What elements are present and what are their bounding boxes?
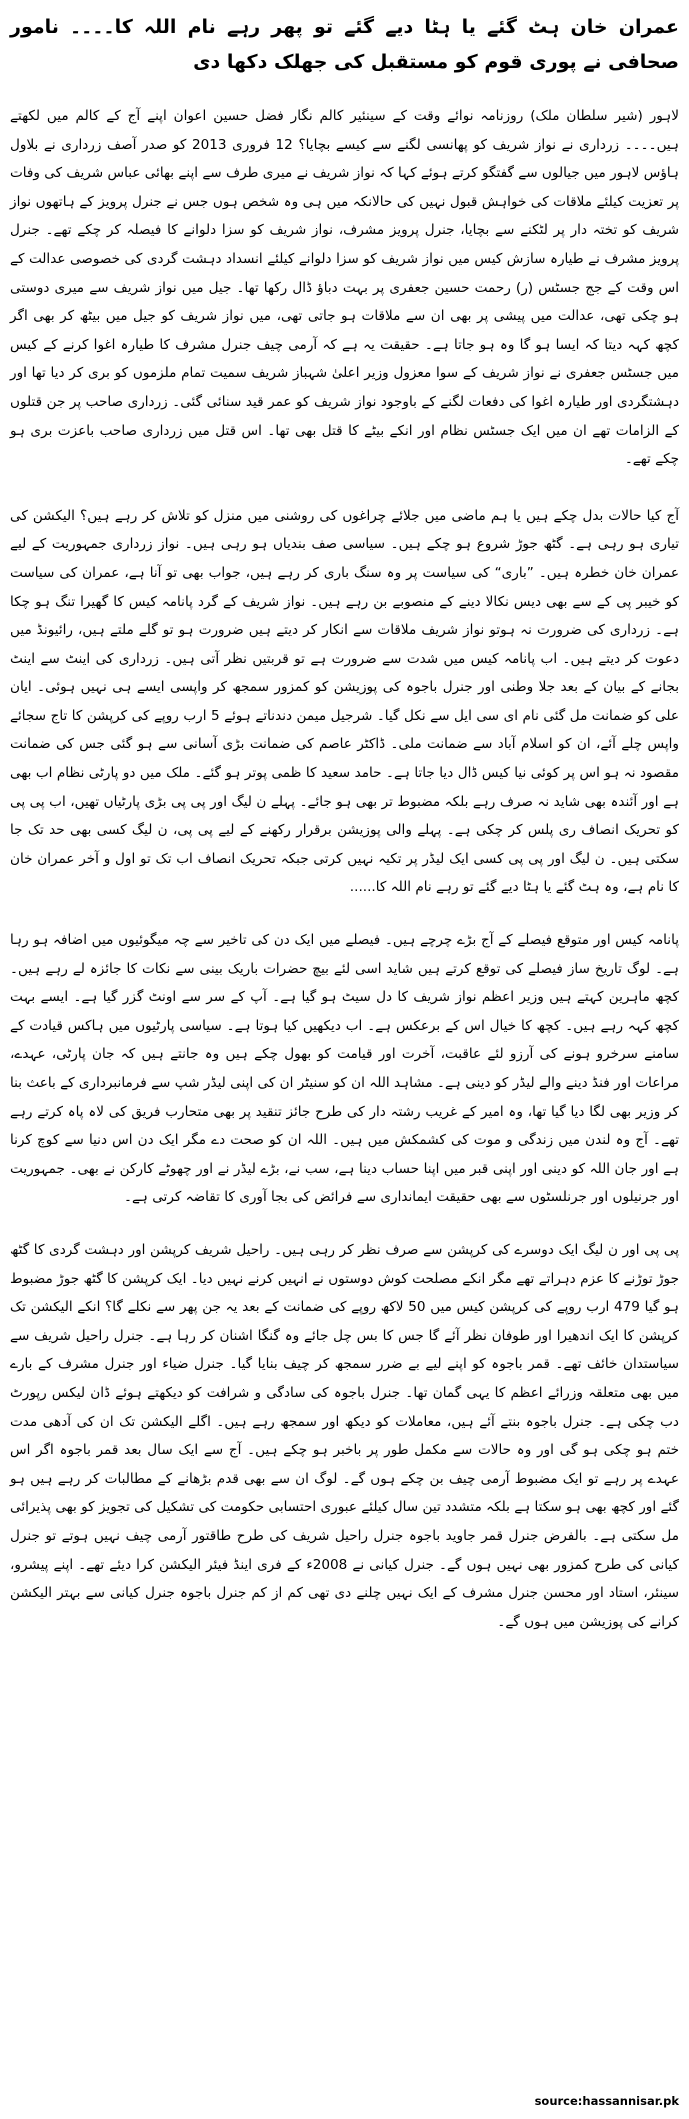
- article-headline: عمران خان ہٹ گئے یا ہٹا دیے گئے تو پھر رہے نام اللہ کا۔۔۔۔ نامور صحافی نے پوری قوم کو مستقبل کی جھلک دکھا دی: [10, 16, 679, 73]
- article-paragraph: آج کیا حالات بدل چکے ہیں یا ہم ماضی میں جلائے چراغوں کی روشنی میں منزل کو تلاش کر رہے ہیں؟ الیکشن کی تیاری ہو رہی ہے۔ گٹھ جوڑ شروع ہو چکے ہیں۔ سیاسی صف بندیاں ہو رہی ہیں۔ نواز زرداری جمہوریت کے لیے عمران خان خطرہ ہیں۔ ”باری“ کی سیاست پر وہ سنگ باری کر رہے ہیں، جواب بھی تو آنا ہے، عمران کی سیاست کو خیبر پی کے سے بھی دیس نکالا دینے کے منصوبے بن رہے ہیں۔ نواز شریف کے گرد پانامہ کیس کا گھیرا تنگ ہو چکا ہے۔ زرداری کی ضرورت نہ ہوتو نواز شریف ملاقات سے انکار کر دیتے ہیں ضرورت ہو تو گلے ملتے ہیں، رائیونڈ میں دعوت کر دیتے ہیں۔ اب پانامہ کیس میں شدت سے ضرورت ہے تو قربتیں نظر آتی ہیں۔ زرداری کی اینٹ سے اینٹ بجانے کے بیان کے بعد جلا وطنی اور جنرل باجوہ کی پوزیشن کو کمزور سمجھ کر واپسی ایسے ہی نہیں ہوئی۔ ایان علی کو ضمانت مل گئی نام ای سی ایل سے نکل گیا۔ شرجیل میمن دندناتے ہوئے 5 ارب روپے کی کرپشن کا تاج سجائے واپس چلے آئے، ان کو اسلام آباد سے ضمانت ملی۔ ڈاکٹر عاصم کی ضمانت بڑی آسانی سے ہو گئی جس کی ضمانت مقصود نہ ہو اس پر کوئی نیا کیس ڈال دیا جاتا ہے۔ حامد سعید کا ظمی پوتر ہو گئے۔ ملک میں دو پارٹی نظام اب بھی ہے اور آئندہ بھی شاید نہ صرف رہے بلکہ مضبوط تر بھی ہو جائے۔ پہلے ن لیگ اور پی پی بڑی پارٹیاں تھیں، اب پی پی کو تحریک انصاف ری پلس کر چکی ہے۔ پہلے والی پوزیشن برقرار رکھنے کے لیے پی پی، ن لیگ کسی بھی حد تک جا سکتی ہیں۔ ن لیگ اور پی پی کسی ایک لیڈر پر تکیہ نہیں کرتی جبکہ تحریک انصاف اب تک تو اول و آخر عمران خان کا نام ہے، وہ ہٹ گئے یا ہٹا دیے گئے تو رہے نام اللہ کا......: [10, 507, 679, 896]
- article-paragraph: لاہور (شیر سلطان ملک) روزنامہ نوائے وقت کے سینئیر کالم نگار فضل حسین اعوان اپنے آج کے کالم میں لکھتے ہیں۔۔۔۔ زرداری نے نواز شریف کو پھانسی لگنے سے کیسے بچایا؟ 12 فروری 2013 کو صدر آصف زرداری نے بلاول ہاؤس لاہور میں جیالوں سے گفتگو کرتے ہوئے کہا کہ نواز شریف نے میری طرف سے اپنے بھائی عباس شریف کی وفات پر تعزیت کیلئے ملاقات کی خواہش قبول نہیں کی حالانکہ میں ہی وہ شخص ہوں جس نے جنرل پرویز کے ہاتھوں نواز شریف کو تختہ دار پر لٹکنے سے بچایا، جنرل پرویز مشرف، نواز شریف کو سزا دلوانے کا فیصلہ کر چکے تھے۔ جنرل پرویز مشرف نے طیارہ سازش کیس میں نواز شریف کو سزا دلوانے کیلئے انسداد دہشت گردی کی خصوصی عدالت کے اس وقت کے جج جسٹس (ر) رحمت حسین جعفری پر بہت دباؤ ڈال رکھا تھا۔ جیل میں نواز شریف سے میری دوستی ہو چکی تھی، عدالت میں پیشی پر بھی ان سے ملاقات ہو جاتی تھی، میں نواز شریف کو جیل میں بیٹھ کر بھی اگر کچھ کہہ دیتا کہ ایسا ہو گا وہ ہو جاتا ہے۔ حقیقت یہ ہے کہ آرمی چیف جنرل مشرف کا طیارہ اغوا کرنے کے کیس میں جسٹس جعفری نے نواز شریف کے سوا معزول وزیر اعلیٰ شہباز شریف سمیت تمام ملزموں کو بری کر دیا تھا اور دہشتگردی اور طیارہ اغوا کی دفعات لگنے کے باوجود نواز شریف کو عمر قید سنائی گئی۔ زرداری صاحب پر جن قتلوں کے الزامات تھے ان میں ایک جسٹس نظام اور انکے بیٹے کا قتل بھی تھا۔ اس قتل میں زرداری صاحب باعزت بری ہو چکے تھے۔: [9, 108, 679, 468]
- article-paragraph: پانامہ کیس اور متوقع فیصلے کے آج بڑے چرچے ہیں۔ فیصلے میں ایک دن کی تاخیر سے چہ میگوئیوں میں اضافہ ہو رہا ہے۔ لوگ تاریخ ساز فیصلے کی توقع کرتے ہیں شاید اسی لئے بیچ حضرات باریک بینی سے نکات کا جائزہ لے رہے ہیں۔ کچھ ماہرین کہتے ہیں وزیر اعظم نواز شریف کا دل سیٹ ہو گیا ہے۔ آپ کے سر سے اونٹ گزر گیا ہے۔ ایسے بہت کچھ کہہ رہے ہیں۔ کچھ کا خیال اس کے برعکس ہے۔ اب دیکھیں کیا ہوتا ہے۔ سیاسی پارٹیوں میں ہاکس قیادت کے سامنے سرخرو ہونے کی آرزو لئے عاقبت، آخرت اور قیامت کو بھول چکے ہیں وہ جانتے ہیں کہ جان پارٹی، عہدے، مراعات اور فنڈ دینے والے لیڈر کو دینی ہے۔ مشاہد اللہ ان کو سنیٹر ان کی اپنی لیڈر شپ سے فرمانبرداری کے باعث بنا کر وزیر بھی لگا دیا گیا تھا، وہ امیر کے غریب رشتہ دار کی طرح جائز تنقید پر بھی متحارب فریق کی لاہ پاہ کرتے رہے تھے۔ آج وہ لندن میں زندگی و موت کی کشمکش میں ہیں۔ اللہ ان کو صحت دے مگر ایک دن اس دنیا سے کوچ کرنا ہے اور جان اللہ کو دینی اور اپنی قبر میں اپنا حساب دینا ہے، سب نے، بڑے لیڈر نے اور چھوٹے کارکن نے بھی۔ جمہوریت اور جرنیلوں اور جرنلسٹوں سے بھی حقیقت ایمانداری سے فرائض کی بجا آوری کا تقاضہ کرتی ہے۔: [10, 932, 679, 1206]
- source-credit: source:hassannisar.pk: [534, 2094, 679, 2108]
- article-paragraph: پی پی اور ن لیگ ایک دوسرے کی کرپشن سے صرف نظر کر رہی ہیں۔ راحیل شریف کرپشن اور دہشت گردی کا گٹھ جوڑ توڑنے کا عزم دہراتے تھے مگر انکے مصلحت کوش دوستوں نے انہیں کرنے نہیں دیا۔ ایک کرپشن کا گٹھ جوڑ مضبوط ہو گیا 479 ارب روپے کی کرپشن کیس میں 50 لاکھ روپے کی ضمانت کے بعد یہ جن پھر سے نکلے گا؟ انکے الیکشن تک کرپشن کا ایک اندھیرا اور طوفان نظر آئے گا جس کا بس چل جائے وہ گنگا اشنان کر رہا ہے۔ جنرل راحیل شریف سے سیاستدان خائف تھے۔ قمر باجوہ کو اپنے لیے بے ضرر سمجھ کر چیف بنایا گیا۔ جنرل ضیاء اور جنرل مشرف کے بارے میں بھی متعلقہ وزرائے اعظم کا یہی گمان تھا۔ جنرل باجوہ کی سادگی و شرافت کو دیکھتے ہوئے ڈان لیکس رپورٹ دب چکی ہے۔ جنرل باجوہ بنتے آئے ہیں، معاملات کو دیکھ اور سمجھ رہے ہیں۔ اگلے الیکشن تک ان کی آدھی مدت ختم ہو چکی ہو گی اور وہ حالات سے مکمل طور پر باخبر ہو چکے ہیں۔ آج سے ایک سال بعد قمر باجوہ اگر اس عہدے پر رہے تو ایک مضبوط آرمی چیف بن چکے ہوں گے۔ لوگ ان سے بھی قدم بڑھانے کے مطالبات کر رہے ہیں ہو گئے اور کچھ بھی ہو سکتا ہے بلکہ متشدد تین سال کیلئے عبوری احتسابی حکومت کی تشکیل کی تجویز کو بھی پذیرائی مل سکتی ہے۔ بالفرض جنرل قمر جاوید باجوہ جنرل راحیل شریف کی طرح طاقتور آرمی چیف نہیں ہوتے تو جنرل کیانی کی طرح کمزور بھی نہیں ہوں گے۔ جنرل کیانی نے 2008ء کے فری اینڈ فیئر الیکشن کرا دیئے تھے۔ اپنے پیشرو، سینئر، استاد اور محسن جنرل مشرف کے ایک نہیں چلنے دی تھی کم از کم جنرل باجوہ جنرل کیانی سے بہتر الیکشن کرانے کی پوزیشن میں ہوں گے۔: [10, 1241, 679, 1630]
